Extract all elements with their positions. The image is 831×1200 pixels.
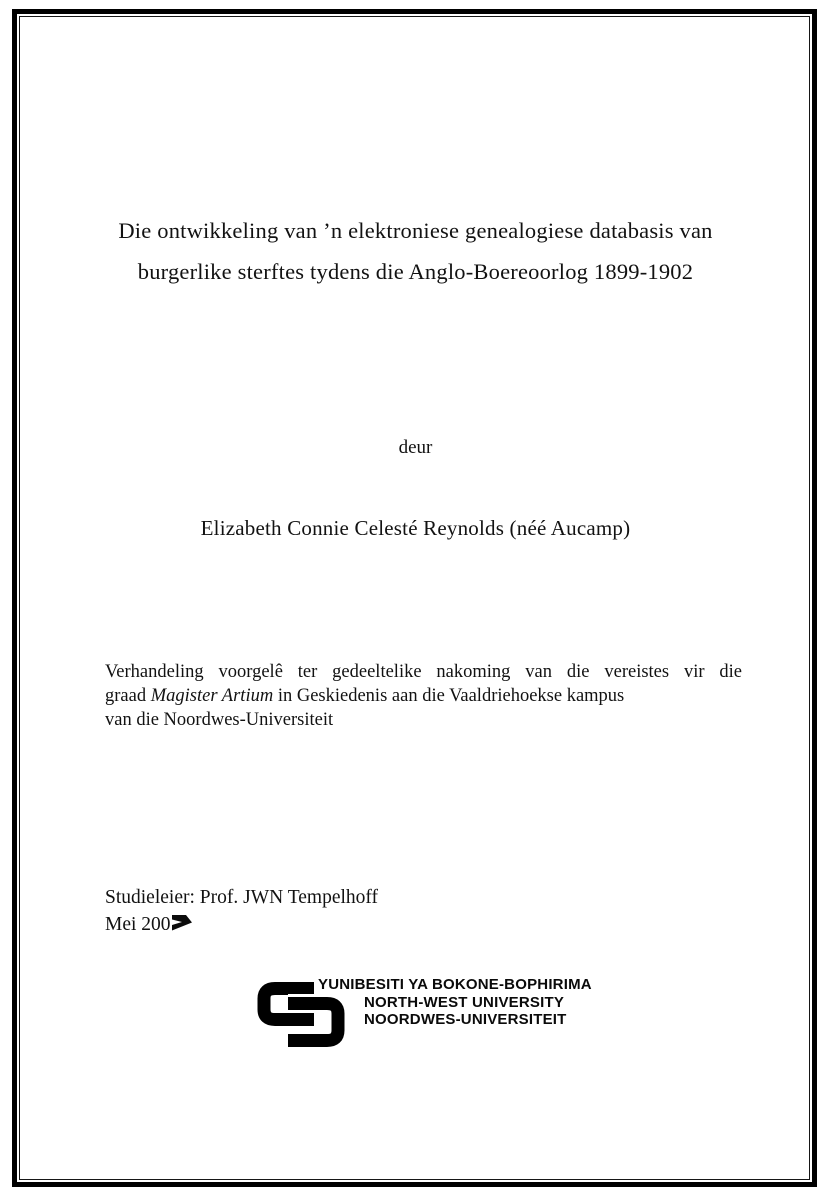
byline-label: deur: [398, 437, 433, 458]
author-name: Elizabeth Connie Celesté Reynolds (néé Aucamp): [200, 516, 631, 540]
thesis-title-line2: burgerlike sterftes tydens die Anglo-Boereoorlog 1899-1902: [137, 259, 694, 284]
declaration-line1: Verhandeling voorgelê ter gedeeltelike nakoming van die vereistes vir die: [105, 662, 742, 682]
date-line: [105, 912, 378, 940]
declaration-line2: [105, 685, 742, 709]
declaration-line2-post: in Geskiedenis aan die Vaaldriehoekse kampus: [273, 685, 625, 706]
declaration-line2-pre: graad: [105, 685, 151, 706]
handwritten-seven-glyph: [172, 913, 192, 940]
supervision-block: [105, 885, 378, 939]
thesis-title-line1: Die ontwikkeling van ’n elektroniese genealogiese databasis van: [118, 218, 713, 243]
date-prefix: Mei 200: [105, 913, 171, 935]
degree-declaration: [105, 661, 742, 732]
university-name-english: NORTH-WEST UNIVERSITY: [364, 993, 565, 1011]
supervisor-line: Studieleier: Prof. JWN Tempelhoff: [105, 887, 379, 908]
thesis-title: [20, 210, 811, 292]
declaration-line3: van die Noordwes-Universiteit: [105, 709, 334, 730]
university-wordmark: [318, 976, 592, 1029]
degree-name: Magister Artium: [150, 685, 274, 706]
university-name-setswana: YUNIBESITI YA BOKONE-BOPHIRIMA: [318, 976, 592, 993]
university-name-afrikaans: NOORDWES-UNIVERSITEIT: [364, 1011, 567, 1029]
